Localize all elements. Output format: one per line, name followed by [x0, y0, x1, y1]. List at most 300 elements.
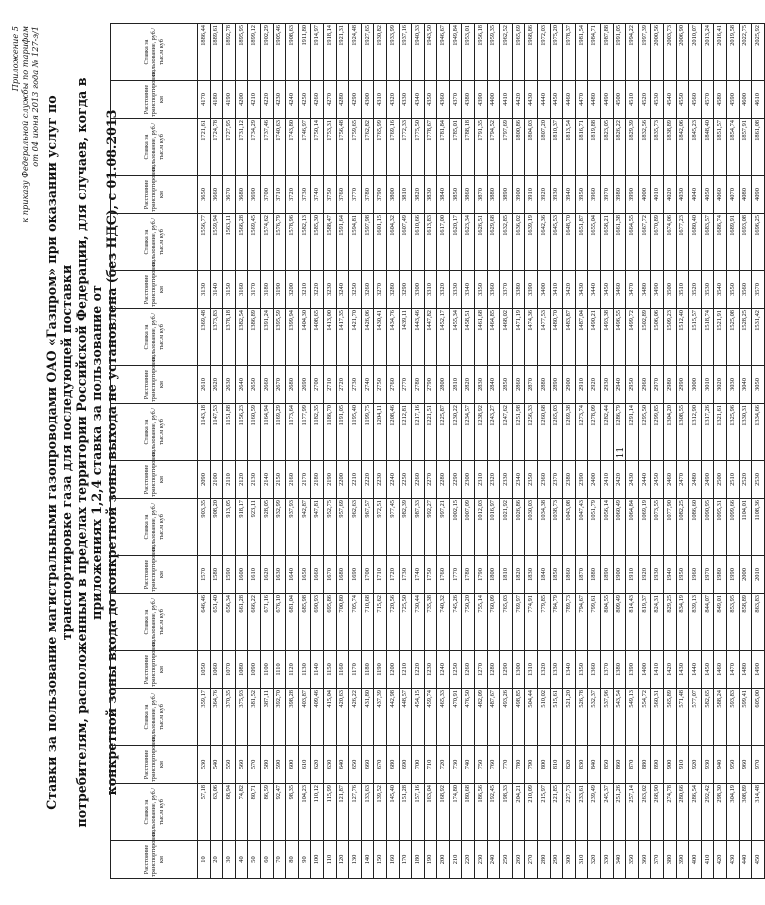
- distance-cell: 1730: [399, 556, 412, 594]
- rate-cell: 1559,94: [210, 214, 223, 271]
- distance-cell: 880: [638, 746, 651, 784]
- rate-cell: 774,91: [525, 594, 538, 651]
- distance-cell: 430: [726, 841, 739, 879]
- distance-cell: 1620: [260, 556, 273, 594]
- rate-cell: 844,07: [701, 594, 714, 651]
- table-row: [235, 24, 248, 879]
- rate-cell: 1090,95: [701, 499, 714, 556]
- rate-cell: 1594,81: [349, 214, 362, 271]
- rate-cell: 1740,63: [273, 119, 286, 176]
- distance-cell: 560: [235, 746, 248, 784]
- table-row: [198, 24, 211, 879]
- distance-cell: 2870: [525, 366, 538, 404]
- table-row: [626, 24, 639, 879]
- distance-cell: 20: [210, 841, 223, 879]
- distance-cell: 1880: [588, 556, 601, 594]
- distance-cell: 4570: [701, 81, 714, 119]
- rate-cell: 2025,92: [752, 24, 765, 81]
- rate-cell: 215,97: [538, 784, 551, 841]
- rate-cell: 1509,23: [663, 309, 676, 366]
- rate-cell: 163,04: [424, 784, 437, 841]
- rate-cell: 1680,40: [689, 214, 702, 271]
- distance-cell: 2960: [638, 366, 651, 404]
- rate-cell: 1750,14: [311, 119, 324, 176]
- distance-cell: 3000: [689, 366, 702, 404]
- header-rate: Ставка за пользование, руб./тыс.м куб: [111, 594, 198, 651]
- rate-cell: 1447,82: [424, 309, 437, 366]
- distance-cell: 4430: [525, 81, 538, 119]
- rate-cell: 1908,63: [286, 24, 299, 81]
- distance-cell: 3300: [412, 271, 425, 309]
- rate-cell: 1981,54: [575, 24, 588, 81]
- distance-cell: 2660: [260, 366, 273, 404]
- rate-cell: 1940,33: [412, 24, 425, 81]
- distance-cell: 1080: [235, 651, 248, 689]
- header-distance: Расстояние транспортировки, км: [111, 651, 198, 689]
- title-line-1: Ставки за пользование магистральными газопроводами ОАО «Газпром» при оказании услуг по транспортировке газа для последующей поставки: [44, 95, 74, 810]
- rate-cell: 1978,37: [563, 24, 576, 81]
- distance-cell: 3430: [575, 271, 588, 309]
- distance-cell: 730: [449, 746, 462, 784]
- rate-cell: 1956,18: [475, 24, 488, 81]
- table-row: [286, 24, 299, 879]
- distance-cell: 3810: [399, 176, 412, 214]
- distance-cell: 350: [626, 841, 639, 879]
- distance-cell: 2220: [361, 461, 374, 499]
- header-distance: Расстояние транспортировки, км: [111, 556, 198, 594]
- table-row: [399, 24, 412, 879]
- rate-cell: 1759,65: [349, 119, 362, 176]
- distance-cell: 3560: [739, 271, 752, 309]
- distance-cell: 4030: [676, 176, 689, 214]
- rate-cell: 1962,52: [500, 24, 513, 81]
- rate-cell: 1502,89: [638, 309, 651, 366]
- distance-cell: 2520: [739, 461, 752, 499]
- distance-cell: 550: [223, 746, 236, 784]
- distance-cell: 2690: [298, 366, 311, 404]
- rate-cell: 1395,59: [273, 309, 286, 366]
- distance-cell: 130: [349, 841, 362, 879]
- annex-line-3: от 04 июня 2013 года № 127-э/1: [30, 26, 40, 167]
- rate-cell: 1927,65: [361, 24, 374, 81]
- rate-cell: 1578,96: [286, 214, 299, 271]
- distance-cell: 970: [752, 746, 765, 784]
- rate-cell: 1493,38: [601, 309, 614, 366]
- distance-cell: 1280: [487, 651, 500, 689]
- rate-cell: 1623,34: [462, 214, 475, 271]
- header-rate: Ставка за пользование, руб./тыс.м куб: [111, 309, 198, 366]
- rate-cell: 1949,84: [449, 24, 462, 81]
- distance-cell: 420: [714, 841, 727, 879]
- distance-cell: 820: [563, 746, 576, 784]
- rate-cell: 997,21: [437, 499, 450, 556]
- distance-cell: 950: [726, 746, 739, 784]
- table-row: [550, 24, 563, 879]
- rate-cell: 1195,40: [349, 404, 362, 461]
- distance-cell: 920: [689, 746, 702, 784]
- distance-cell: 2480: [689, 461, 702, 499]
- distance-cell: 3940: [563, 176, 576, 214]
- rate-cell: 1642,36: [538, 214, 551, 271]
- rate-cell: 1212,81: [399, 404, 412, 461]
- distance-cell: 690: [399, 746, 412, 784]
- table-row: [651, 24, 664, 879]
- rate-cell: 1924,48: [349, 24, 362, 81]
- rate-cell: 720,56: [386, 594, 399, 651]
- table-row: [424, 24, 437, 879]
- distance-cell: 1650: [298, 556, 311, 594]
- rate-cell: 121,87: [336, 784, 349, 841]
- distance-cell: 3740: [311, 176, 324, 214]
- distance-cell: 280: [538, 841, 551, 879]
- distance-cell: 2140: [260, 461, 273, 499]
- rate-cell: 274,78: [663, 784, 676, 841]
- rate-cell: 681,04: [286, 594, 299, 651]
- distance-cell: 2420: [613, 461, 626, 499]
- distance-cell: 3350: [475, 271, 488, 309]
- rate-cell: 1972,03: [538, 24, 551, 81]
- header-rate: Ставка за пользование, руб./тыс.м куб: [111, 119, 198, 176]
- distance-cell: 720: [437, 746, 450, 784]
- distance-cell: 3270: [374, 271, 387, 309]
- distance-cell: 1960: [689, 556, 702, 594]
- rate-cell: 769,97: [512, 594, 525, 651]
- rate-cell: 1848,40: [701, 119, 714, 176]
- distance-cell: 340: [613, 841, 626, 879]
- distance-cell: 3220: [311, 271, 324, 309]
- rate-cell: 459,74: [424, 689, 437, 746]
- rate-cell: 1753,31: [323, 119, 336, 176]
- rate-cell: 1566,28: [235, 214, 248, 271]
- distance-cell: 930: [701, 746, 714, 784]
- rate-cell: 1953,01: [462, 24, 475, 81]
- distance-cell: 2010: [752, 556, 765, 594]
- distance-cell: 1690: [349, 556, 362, 594]
- distance-cell: 4090: [752, 176, 765, 214]
- rate-cell: 565,89: [663, 689, 676, 746]
- rate-cell: 1251,98: [512, 404, 525, 461]
- rate-cell: 1800,86: [512, 119, 525, 176]
- distance-cell: 3150: [223, 271, 236, 309]
- rate-cell: 1959,35: [487, 24, 500, 81]
- distance-cell: 3370: [500, 271, 513, 309]
- distance-cell: 2410: [601, 461, 614, 499]
- rate-cell: 1030,03: [525, 499, 538, 556]
- distance-cell: 3900: [512, 176, 525, 214]
- rate-cell: 1443,46: [412, 309, 425, 366]
- distance-cell: 3870: [475, 176, 488, 214]
- rate-cell: 104,23: [298, 784, 311, 841]
- table-row: [689, 24, 702, 879]
- rate-cell: 1038,73: [550, 499, 563, 556]
- distance-cell: 3750: [323, 176, 336, 214]
- distance-cell: 3960: [588, 176, 601, 214]
- distance-cell: 3050: [752, 366, 765, 404]
- rate-cell: 1556,77: [198, 214, 211, 271]
- distance-cell: 740: [462, 746, 475, 784]
- rate-cell: 1835,73: [651, 119, 664, 176]
- rate-cell: 1816,71: [575, 119, 588, 176]
- rate-cell: 1686,74: [714, 214, 727, 271]
- distance-cell: 2650: [248, 366, 261, 404]
- distance-cell: 3840: [437, 176, 450, 214]
- header-rate: Ставка за пользование, руб./тыс.м куб: [111, 24, 198, 81]
- distance-cell: 2940: [613, 366, 626, 404]
- distance-cell: 1970: [701, 556, 714, 594]
- distance-cell: 1210: [399, 651, 412, 689]
- distance-cell: 4010: [651, 176, 664, 214]
- distance-cell: 2230: [374, 461, 387, 499]
- distance-cell: 2190: [323, 461, 336, 499]
- annex-line-2: к приказу Федеральной службы по тарифам: [20, 26, 30, 223]
- distance-cell: 3800: [386, 176, 399, 214]
- rate-cell: 1604,32: [386, 214, 399, 271]
- rate-cell: 1968,86: [525, 24, 538, 81]
- distance-cell: 750: [475, 746, 488, 784]
- distance-cell: 3700: [260, 176, 273, 214]
- rate-cell: 1965,69: [512, 24, 525, 81]
- rate-cell: 1658,21: [601, 214, 614, 271]
- distance-cell: 540: [210, 746, 223, 784]
- rate-cell: 1480,70: [550, 309, 563, 366]
- distance-cell: 3780: [361, 176, 374, 214]
- table-row: [323, 24, 336, 879]
- distance-cell: 2930: [601, 366, 614, 404]
- distance-cell: 630: [323, 746, 336, 784]
- rate-cell: 972,51: [374, 499, 387, 556]
- table-row: [714, 24, 727, 879]
- distance-cell: 50: [248, 841, 261, 879]
- rate-cell: 685,98: [298, 594, 311, 651]
- rate-cell: 210,09: [525, 784, 538, 841]
- distance-cell: 120: [336, 841, 349, 879]
- distance-cell: 3310: [424, 271, 437, 309]
- header-rate: Ставка за пользование, руб./тыс.м куб: [111, 689, 198, 746]
- distance-cell: 660: [361, 746, 374, 784]
- distance-cell: 4330: [399, 81, 412, 119]
- rate-cell: 1512,40: [676, 309, 689, 366]
- rate-cell: 521,20: [563, 689, 576, 746]
- rate-cell: 1762,82: [361, 119, 374, 176]
- distance-cell: 300: [563, 841, 576, 879]
- header-rate: Ставка за пользование, руб./тыс.м куб: [111, 499, 198, 556]
- rate-cell: 1746,97: [298, 119, 311, 176]
- distance-cell: 2450: [651, 461, 664, 499]
- rate-cell: 115,99: [323, 784, 336, 841]
- rate-cell: 1525,08: [726, 309, 739, 366]
- distance-cell: 3760: [336, 176, 349, 214]
- distance-cell: 3680: [235, 176, 248, 214]
- distance-cell: 2150: [273, 461, 286, 499]
- rate-cell: 174,80: [449, 784, 462, 841]
- distance-cell: 1250: [449, 651, 462, 689]
- rate-cell: 543,54: [613, 689, 626, 746]
- distance-cell: 1380: [613, 651, 626, 689]
- distance-cell: 1680: [336, 556, 349, 594]
- distance-cell: 1140: [311, 651, 324, 689]
- rate-cell: 1034,38: [538, 499, 551, 556]
- distance-cell: 4550: [676, 81, 689, 119]
- rate-cell: 1399,94: [286, 309, 299, 366]
- distance-cell: 2160: [286, 461, 299, 499]
- distance-cell: 2470: [676, 461, 689, 499]
- distance-cell: 2970: [651, 366, 664, 404]
- distance-cell: 1860: [563, 556, 576, 594]
- rate-cell: 198,33: [500, 784, 513, 841]
- distance-cell: 1120: [286, 651, 299, 689]
- distance-cell: 3860: [462, 176, 475, 214]
- distance-cell: 1260: [462, 651, 475, 689]
- distance-cell: 3400: [538, 271, 551, 309]
- distance-cell: 250: [500, 841, 513, 879]
- rate-cell: 86,59: [260, 784, 273, 841]
- rate-cell: 127,76: [349, 784, 362, 841]
- rate-cell: 233,61: [575, 784, 588, 841]
- rate-cell: 690,93: [311, 594, 324, 651]
- rate-cell: 1674,06: [663, 214, 676, 271]
- distance-cell: 80: [286, 841, 299, 879]
- rate-cell: 359,17: [198, 689, 211, 746]
- rate-cell: 1677,23: [676, 214, 689, 271]
- distance-cell: 3230: [323, 271, 336, 309]
- rate-cell: 1160,59: [248, 404, 261, 461]
- distance-cell: 140: [361, 841, 374, 879]
- rate-cell: 448,57: [399, 689, 412, 746]
- distance-cell: 1900: [613, 556, 626, 594]
- rate-cell: 286,54: [689, 784, 702, 841]
- rate-cell: 2013,24: [701, 24, 714, 81]
- distance-cell: 230: [475, 841, 488, 879]
- distance-cell: 1920: [638, 556, 651, 594]
- distance-cell: 2770: [399, 366, 412, 404]
- rate-cell: 1636,02: [512, 214, 525, 271]
- distance-cell: 4180: [210, 81, 223, 119]
- distance-cell: 3180: [260, 271, 273, 309]
- rate-cell: 1905,46: [273, 24, 286, 81]
- distance-cell: 1180: [361, 651, 374, 689]
- distance-cell: 2350: [525, 461, 538, 499]
- rate-cell: 1012,03: [475, 499, 488, 556]
- distance-cell: 1740: [412, 556, 425, 594]
- rate-cell: 676,10: [273, 594, 286, 651]
- rate-cell: 1851,57: [714, 119, 727, 176]
- rate-cell: 1461,68: [475, 309, 488, 366]
- distance-cell: 840: [588, 746, 601, 784]
- rate-cell: 1639,19: [525, 214, 538, 271]
- rate-cell: 314,48: [752, 784, 765, 841]
- distance-cell: 260: [512, 841, 525, 879]
- rate-cell: 740,32: [437, 594, 450, 651]
- rate-cell: 745,26: [449, 594, 462, 651]
- rate-cell: 1191,05: [336, 404, 349, 461]
- distance-cell: 4580: [714, 81, 727, 119]
- distance-cell: 670: [374, 746, 387, 784]
- rate-cell: 1734,29: [248, 119, 261, 176]
- distance-cell: 760: [487, 746, 500, 784]
- distance-cell: 290: [550, 841, 563, 879]
- rate-cell: 1095,31: [714, 499, 727, 556]
- rate-cell: 465,33: [437, 689, 450, 746]
- table-row: [500, 24, 513, 879]
- rate-cell: 204,21: [512, 784, 525, 841]
- rate-cell: 532,37: [588, 689, 601, 746]
- distance-cell: 1570: [198, 556, 211, 594]
- rate-cell: 1617,00: [437, 214, 450, 271]
- table-row: [588, 24, 601, 879]
- table-row: [575, 24, 588, 879]
- distance-cell: 1990: [726, 556, 739, 594]
- distance-cell: 160: [386, 841, 399, 879]
- distance-cell: 680: [386, 746, 399, 784]
- rate-cell: 157,16: [412, 784, 425, 841]
- distance-cell: 2270: [424, 461, 437, 499]
- table-body: [198, 24, 765, 879]
- rate-cell: 1933,99: [386, 24, 399, 81]
- distance-cell: 940: [714, 746, 727, 784]
- distance-cell: 4230: [273, 81, 286, 119]
- rate-cell: 554,72: [638, 689, 651, 746]
- distance-cell: 270: [525, 841, 538, 879]
- rate-cell: 1518,74: [701, 309, 714, 366]
- header-distance: Расстояние транспортировки, км: [111, 746, 198, 784]
- distance-cell: 1700: [361, 556, 374, 594]
- rate-cell: 364,76: [210, 689, 223, 746]
- distance-cell: 2700: [311, 366, 324, 404]
- rate-cell: 715,62: [374, 594, 387, 651]
- distance-cell: 4600: [739, 81, 752, 119]
- distance-cell: 2720: [336, 366, 349, 404]
- rate-cell: 799,61: [588, 594, 601, 651]
- table-row: [248, 24, 261, 879]
- rate-cell: 695,86: [323, 594, 336, 651]
- rate-cell: 381,52: [248, 689, 261, 746]
- distance-cell: 620: [311, 746, 324, 784]
- rate-cell: 180,68: [462, 784, 475, 841]
- distance-cell: 3920: [538, 176, 551, 214]
- distance-cell: 2260: [412, 461, 425, 499]
- distance-cell: 2740: [361, 366, 374, 404]
- distance-cell: 3130: [198, 271, 211, 309]
- rate-cell: 928,05: [260, 499, 273, 556]
- distance-cell: 3390: [525, 271, 538, 309]
- distance-cell: 4510: [626, 81, 639, 119]
- rate-cell: 1452,17: [437, 309, 450, 366]
- distance-cell: 3990: [626, 176, 639, 214]
- distance-cell: 2610: [198, 366, 211, 404]
- rate-cell: 1156,23: [235, 404, 248, 461]
- rate-cell: 1563,11: [223, 214, 236, 271]
- distance-cell: 1060: [210, 651, 223, 689]
- rate-cell: 1613,83: [424, 214, 437, 271]
- distance-cell: 2840: [487, 366, 500, 404]
- distance-cell: 210: [449, 841, 462, 879]
- header-distance: Расстояние транспортировки, км: [111, 176, 198, 214]
- distance-cell: 3460: [613, 271, 626, 309]
- distance-cell: 310: [575, 841, 588, 879]
- distance-cell: 4490: [601, 81, 614, 119]
- rate-cell: 1471,19: [512, 309, 525, 366]
- distance-cell: 1390: [626, 651, 639, 689]
- distance-cell: 1930: [651, 556, 664, 594]
- table-row: [487, 24, 500, 879]
- distance-cell: 590: [273, 746, 286, 784]
- distance-cell: 4320: [386, 81, 399, 119]
- distance-cell: 4260: [311, 81, 324, 119]
- table-row: [538, 24, 551, 879]
- distance-cell: 2880: [538, 366, 551, 404]
- rate-cell: 1286,79: [613, 404, 626, 461]
- rate-cell: 308,89: [739, 784, 752, 841]
